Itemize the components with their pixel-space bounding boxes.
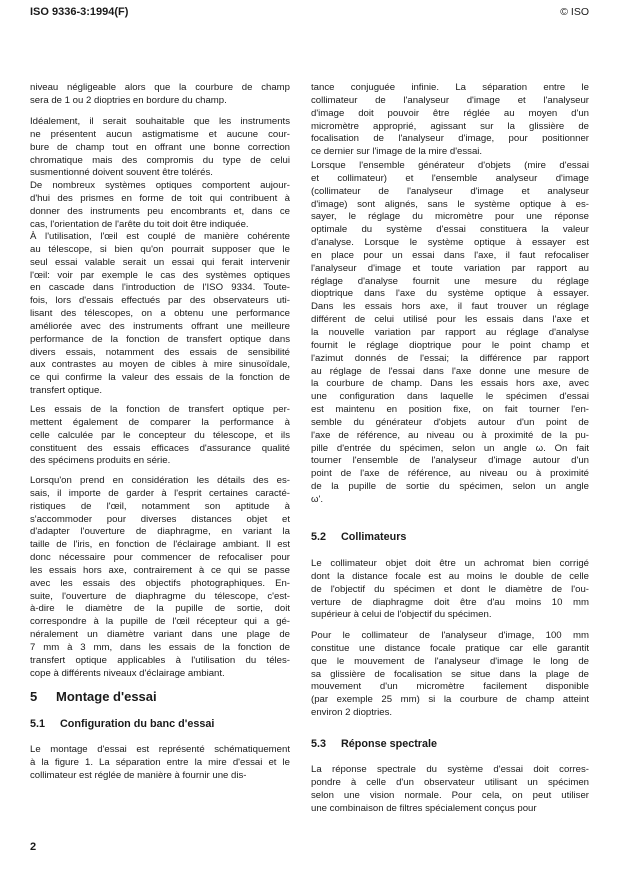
section-title: Configuration du banc d'essai [60, 718, 215, 730]
text-line: performance de la fonction de transfert optique dans [30, 333, 290, 345]
text-line: Le montage d'essai est représenté schématiquement [30, 744, 290, 755]
text-line: De nombreux systèmes optiques comportent aujour- [30, 180, 290, 191]
text-line: sayer, le réglage du micromètre pour une réponse [311, 211, 589, 223]
text-line: ne présentent aucun astigmatisme et aucune cour- [30, 128, 290, 140]
text-line: Le collimateur objet doit être un achromat bien corrigé [311, 558, 589, 569]
section-number: 5.2 [311, 531, 327, 543]
text-line: tourner l'ensemble de l'analyseur d'image autour d'un [311, 455, 589, 467]
text-line: focalisation de l'analyseur d'image, pour positionner [311, 133, 589, 145]
text-line: tance conjuguée infinie. La séparation entre le [311, 82, 589, 93]
text-line: une combinaison de filtres spécialement conçus pour [311, 802, 537, 814]
text-line: pondre à celle d'un observateur utilisant un spécimen [311, 776, 589, 788]
text-line: ce qui confirme la valeur des essais de la fonction de [30, 372, 290, 384]
text-line: divers essais, notamment des essais de sensibilité [30, 346, 290, 358]
text-line: sera de 1 ou 2 dioptries en bordure du champ. [30, 94, 227, 106]
text-line: supérieur à celui de l'objectif du spécimen. [311, 609, 492, 621]
text-line: bure de champ tout en offrant une bonne correction [30, 141, 290, 153]
text-line: améliorée avec des instruments offrant une meilleure [30, 320, 290, 332]
section-heading-5-3 [311, 738, 437, 750]
text-line: cope à différents niveaux d'éclairage ambiant. [30, 667, 225, 679]
text-line: mouvement d'un micromètre facilement disponible [311, 681, 589, 693]
text-line: donc nécessaire pour commencer de refocaliser pour [30, 552, 290, 564]
text-line: lisant des télescopes, on a obtenu une performance [30, 308, 290, 320]
text-line: Les essais de la fonction de transfert optique per- [30, 404, 290, 415]
text-line: pille d'entrée du spécimen, selon un angle ω. On fait [311, 442, 589, 454]
text-line: une configuration dans laquelle le spécimen d'essai [311, 391, 589, 403]
paragraph [311, 764, 589, 815]
copyright-notice: © ISO [560, 6, 589, 18]
text-line: La réponse spectrale du système d'essai doit corres- [311, 764, 589, 775]
text-line: les essais hors axe, contrairement à ce qui se passe [30, 564, 290, 576]
text-line: réglage d'analyse fournit une mesure du réglage [311, 275, 589, 287]
text-line: et collimateur) et l'ensemble analyseur d'image [311, 172, 589, 184]
text-line: s'accommoder pour diverses distances objet et [30, 513, 290, 525]
text-line: fournit le réglage dioptrique pour le point champ et [311, 339, 589, 351]
text-line: Lorsqu'on prend en considération les détails des es- [30, 475, 290, 486]
paragraph [30, 116, 290, 180]
text-line: collimateur est réglée de manière à fournir une dis- [30, 769, 247, 781]
paragraph [311, 82, 589, 159]
text-line: d'analyse. Lorsque le système optique à essayer est [311, 237, 589, 249]
text-line: Idéalement, il serait souhaitable que les instruments [30, 116, 290, 127]
paragraph [311, 630, 589, 720]
text-line: aux contrastes au moyen de cibles à mire sinusoïdale, [30, 359, 290, 371]
text-line: correspondre à la pupille de l'œil récepteur qui a gé- [30, 616, 290, 628]
text-line: en place pour un essai dans l'axe, il faut refocaliser [311, 249, 589, 261]
text-line: l'axe de référence, au niveau ou à proximité de la pu- [311, 429, 589, 441]
text-line: cas, l'orientation de l'arête du toit doit être indiquée. [30, 218, 249, 230]
text-line: niveau négligeable alors que la courbure de champ [30, 82, 290, 93]
text-line: la nouvelle variation par rapport au réglage d'analyse [311, 326, 589, 338]
paragraph [30, 231, 290, 398]
text-line: au télescope, si bien qu'on pourrait supposer que le [30, 243, 290, 255]
paragraph [30, 404, 290, 468]
text-line: transfert optique. [30, 385, 102, 397]
section-number: 5 [30, 689, 38, 704]
section-number: 5.3 [311, 738, 327, 750]
text-line: d'adapter l'ouverture de diaphragme, en variant la [30, 526, 290, 538]
paragraph [311, 558, 589, 622]
text-line: ce dernier sur l'image de la mire d'essai. [311, 146, 483, 158]
text-line: environ 2 dioptries. [311, 707, 393, 719]
text-line: fois, lors d'essais effectués par des observateurs uti- [30, 295, 290, 307]
text-line: que le mouvement de l'analyseur d'image le long de [311, 655, 589, 667]
text-line: seul essai valable serait un essai qui ferait intervenir [30, 256, 290, 268]
text-line: selon une vision normale. Pour cela, on peut utiliser [311, 789, 589, 801]
text-line: néralement un diamètre variant dans une plage de [30, 629, 290, 641]
text-line: suite, l'ouverture de diaphragme du télescope, c'est- [30, 590, 290, 602]
text-line: d'image) sont alignés, sans le système optique à es- [311, 198, 589, 210]
text-line: verture de diaphragme doit être d'au moins 10 mm [311, 596, 589, 608]
text-line: (par exemple 25 mm) si la courbure de champ atteint [311, 694, 589, 706]
section-number: 5.1 [30, 718, 46, 730]
paragraph [30, 475, 290, 681]
text-line: constituent des essais efficaces d'assurance qualité [30, 442, 290, 454]
section-title: Réponse spectrale [341, 738, 438, 750]
text-line: (collimateur de l'analyseur d'image et analyseur [311, 185, 589, 197]
section-title: Montage d'essai [56, 689, 157, 704]
text-line: ω'. [311, 493, 323, 505]
document-id: ISO 9336-3:1994(F) [30, 6, 129, 18]
section-title: Collimateurs [341, 531, 407, 543]
text-line: au réglage de l'essai dans l'axe donne une mesure de [311, 365, 589, 377]
text-line: est maintenu en position fixe, on fait tourner l'en- [311, 404, 589, 416]
text-line: À l'utilisation, l'œil est couplé de manière cohérente [30, 231, 290, 242]
text-line: dioptrique dans l'axe du système optique à essayer. [311, 288, 589, 300]
text-line: sa glissière de focalisation se situe dans la plage de [311, 668, 589, 680]
text-line: en cascade dans l'introduction de l'ISO 9334. Toute- [30, 282, 290, 294]
text-line: susmentionné doivent souvent être tolérés. [30, 167, 213, 179]
text-line: l'œil: voir par exemple le cas des systèmes optiques [30, 269, 290, 281]
text-line: l'azimut donnés de l'essai; la différence par rapport [311, 352, 589, 364]
text-line: la courbure de champ. Dans les essais hors axe, avec [311, 378, 589, 390]
paragraph [311, 160, 589, 507]
text-line: micromètre approprié, agissant sur la glissière de [311, 120, 589, 132]
text-line: différent de celui utilisé pour les essais dans l'axe et [311, 314, 589, 326]
text-line: constitue une distance focale pratique car elle garantit [311, 642, 589, 654]
section-heading-5-1 [30, 718, 214, 730]
text-line: d'hui des prismes en forme de toit qui contribuent à [30, 192, 290, 204]
text-line: donner des instruments peu encombrants et, dans ce [30, 205, 290, 217]
paragraph [30, 180, 290, 231]
text-line: l'analyseur d'image et toute variation par rapport au [311, 262, 589, 274]
text-line: semble du générateur d'objets autour d'un point de [311, 416, 589, 428]
page-number: 2 [30, 841, 37, 853]
text-line: celle calculée par le concepteur du télescope, et ils [30, 429, 290, 441]
text-line: dont la distance focale est au moins le double de celle [311, 570, 589, 582]
text-line: chromatique mais des compromis du type de celui [30, 154, 290, 166]
text-line: ristiques de l'œil, notamment son aptitude à [30, 500, 290, 512]
text-line: transfert optique applicables à l'utilisation du téles- [30, 654, 290, 666]
text-line: mettent également de comparer la performance à [30, 416, 290, 428]
text-line: collimateur de l'analyseur d'image et l'analyseur [311, 94, 589, 106]
section-heading-5 [30, 689, 157, 704]
text-line: de la pupille de sortie du spécimen, selon un angle [311, 481, 589, 493]
section-heading-5-2 [311, 531, 406, 543]
paragraph [30, 82, 290, 108]
text-line: Pour le collimateur de l'analyseur d'image, 100 mm [311, 630, 589, 641]
text-line: à la figure 1. La séparation entre la mire d'essai et le [30, 756, 290, 768]
text-line: Lorsque l'ensemble générateur d'objets (mire d'essai [311, 160, 589, 171]
text-line: à-dire le diamètre de la pupille de sortie, doit [30, 603, 290, 615]
text-line: optimale du système d'essai constituera la valeur [311, 224, 589, 236]
text-line: sais, il importe de garder à l'esprit certaines caracté- [30, 487, 290, 499]
text-line: 7 mm à 3 mm, dans les essais de la fonction de [30, 641, 290, 653]
text-line: taille de l'iris, en fonction de l'éclairage ambiant. Il est [30, 539, 290, 551]
text-line: Dans les essais hors axe, il faut trouver un réglage [311, 301, 589, 313]
text-line: avec les essais des objectifs photographiques. En- [30, 577, 290, 589]
text-line: de l'objectif du spécimen et dont le diamètre de l'ou- [311, 583, 589, 595]
paragraph [30, 744, 290, 783]
text-line: d'image doit pouvoir être réglée au moyen d'un [311, 107, 589, 119]
text-line: point de l'axe de référence, au niveau ou à proximité [311, 468, 589, 480]
text-line: des spécimens produits en série. [30, 455, 171, 467]
